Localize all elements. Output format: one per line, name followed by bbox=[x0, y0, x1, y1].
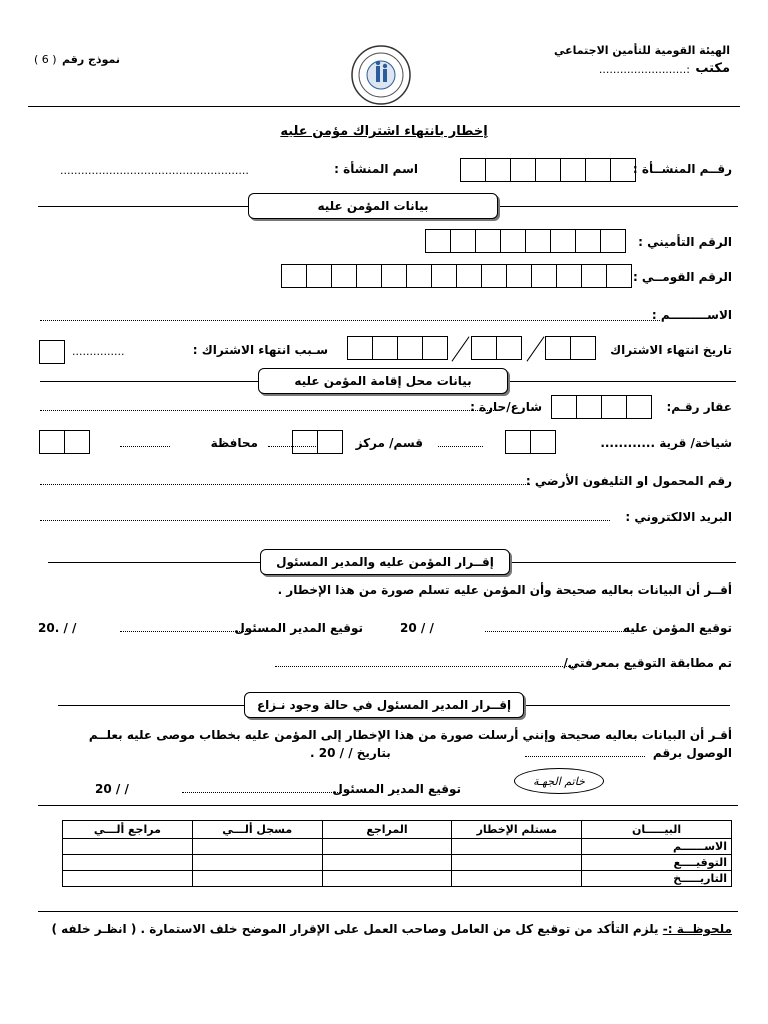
section-declaration-title: إقــرار المؤمن عليه والمدير المسئول bbox=[260, 549, 510, 575]
insured-name-label: الاســـــــــم : bbox=[651, 308, 732, 322]
district-extra-dots[interactable] bbox=[268, 446, 318, 447]
insured-signature-field[interactable] bbox=[485, 631, 630, 632]
end-date-month-boxes[interactable] bbox=[472, 336, 522, 360]
property-number-boxes[interactable] bbox=[552, 395, 652, 419]
table-cell[interactable] bbox=[452, 855, 582, 871]
end-date-year-boxes[interactable] bbox=[348, 336, 448, 360]
page-title bbox=[0, 124, 768, 139]
village-boxes[interactable] bbox=[506, 430, 556, 454]
end-reason-label: سـبب انتهاء الاشتراك : bbox=[192, 343, 328, 357]
manager-signature-field[interactable] bbox=[120, 631, 260, 632]
table-cell[interactable] bbox=[452, 839, 582, 855]
section-dispute-title: إقــرار المدير المسئول في حالة وجود نـزاع bbox=[244, 692, 524, 718]
insured-name-field[interactable] bbox=[40, 320, 660, 321]
section-insured-title: بيانات المؤمن عليه bbox=[248, 193, 498, 219]
table-row bbox=[63, 839, 732, 855]
processing-table bbox=[62, 820, 732, 887]
governorate-label: محافظة bbox=[210, 436, 258, 450]
facility-number-boxes[interactable] bbox=[461, 158, 636, 182]
signature-match-label: تم مطابقة التوقيع بمعرفتي/ bbox=[563, 656, 732, 670]
note-label: ملحوظــة :- bbox=[662, 922, 732, 936]
table-cell[interactable] bbox=[63, 839, 193, 855]
organization-logo bbox=[350, 44, 412, 106]
table-cell[interactable] bbox=[63, 855, 193, 871]
district-boxes[interactable] bbox=[293, 430, 343, 454]
email-label: البريد الالكتروني : bbox=[625, 510, 732, 524]
insurance-number-boxes[interactable] bbox=[426, 229, 626, 253]
note bbox=[51, 922, 732, 936]
table-header-row bbox=[63, 821, 732, 839]
phone-label: رقم المحمول او التليفون الأرضي : bbox=[525, 474, 732, 488]
facility-name-label: اسم المنشأة : bbox=[334, 162, 418, 176]
street-field[interactable] bbox=[40, 410, 500, 411]
manager-signature-label: توقيع المدير المسئول bbox=[234, 621, 363, 635]
section-address-title: بيانات محل إقامة المؤمن عليه bbox=[258, 368, 508, 394]
office-label: مكتب bbox=[695, 61, 730, 76]
street-label: شارع/حارة : bbox=[470, 400, 542, 414]
phone-field[interactable] bbox=[40, 484, 530, 485]
table-header-auto-reviewer: مراجع ألـــي bbox=[63, 821, 193, 839]
table-cell[interactable] bbox=[322, 871, 452, 887]
date-separator-1 bbox=[526, 336, 544, 361]
village-label: شياخة/ قرية ............ bbox=[600, 436, 732, 450]
email-field[interactable] bbox=[40, 520, 610, 521]
district-dots[interactable] bbox=[438, 446, 483, 447]
org-name: الهيئة القومية للتأمين الاجتماعي bbox=[554, 44, 730, 57]
insured-signature-label: توقيع المؤمن عليه bbox=[622, 621, 732, 635]
facility-number-label: رقــم المنشــأة : bbox=[632, 162, 732, 176]
facility-name-dots[interactable]: ...................................................... bbox=[60, 164, 249, 177]
end-reason-box[interactable] bbox=[40, 340, 65, 364]
date-separator-2 bbox=[451, 336, 469, 361]
office-dots: :......................... bbox=[598, 63, 690, 76]
governorate-boxes[interactable] bbox=[40, 430, 90, 454]
note-divider bbox=[38, 911, 738, 912]
dispute-statement-1: أقـر أن البيانات بعاليه صحيحة وإنني أرسلت صورة من هذا الإخطار إلى المؤمن عليه بخطاب موصى عليه بعلــم bbox=[88, 728, 732, 742]
stamp-label: خاتم الجهـة bbox=[533, 774, 585, 788]
table-row bbox=[63, 855, 732, 871]
registered-letter-number-field[interactable] bbox=[525, 756, 645, 757]
table-row bbox=[63, 871, 732, 887]
table-cell[interactable] bbox=[322, 839, 452, 855]
governorate-dots[interactable] bbox=[120, 446, 170, 447]
header-divider bbox=[28, 106, 740, 107]
table-header-receiver: مستلم الإخطار bbox=[452, 821, 582, 839]
form-label: نموذج رقم bbox=[62, 53, 120, 66]
signature-match-field[interactable] bbox=[275, 666, 575, 667]
district-label: قسم/ مركز bbox=[355, 436, 423, 450]
declaration-date-2: / / .20 bbox=[38, 621, 77, 635]
table-cell[interactable] bbox=[322, 855, 452, 871]
table-header-reviewer: المراجع bbox=[322, 821, 452, 839]
table-row-label-date: التاريـــــخ bbox=[582, 871, 732, 887]
dispute-manager-signature-label: توقيع المدير المسئول bbox=[332, 782, 461, 796]
declaration-date-1: / / 20 bbox=[400, 621, 434, 635]
declaration-statement: أقــر أن البيانات بعاليه صحيحة وأن المؤمن عليه تسلم صورة من هذا الإخطار . bbox=[277, 583, 732, 597]
table-header-auto-recorder: مسجل ألـــي bbox=[192, 821, 322, 839]
table-row-label-signature: التوقيــــع bbox=[582, 855, 732, 871]
table-row-label-name: الاســــــم bbox=[582, 839, 732, 855]
note-text: يلزم التأكد من توقيع كل من العامل وصاحب العمل على الإقرار الموضح خلف الاستمارة . ( انظـر خلفه ) bbox=[51, 922, 659, 936]
national-id-label: الرقم القومــي : bbox=[632, 270, 732, 284]
insurance-number-label: الرقم التأميني : bbox=[638, 235, 732, 249]
form-number: ( 6 ) bbox=[34, 53, 57, 66]
table-top-divider bbox=[38, 805, 738, 806]
dispute-statement-2: الوصول برقم bbox=[652, 746, 732, 760]
table-cell[interactable] bbox=[63, 871, 193, 887]
dispute-manager-date: / / 20 bbox=[95, 782, 129, 796]
table-cell[interactable] bbox=[192, 839, 322, 855]
page-title-text: إخطار بانتهاء اشتراك مؤمن عليه bbox=[280, 124, 488, 139]
dispute-date: بتاريخ / / 20 . bbox=[310, 746, 391, 760]
table-cell[interactable] bbox=[192, 855, 322, 871]
table-cell[interactable] bbox=[192, 871, 322, 887]
table-cell[interactable] bbox=[452, 871, 582, 887]
end-date-label: تاريخ انتهاء الاشتراك bbox=[610, 343, 732, 357]
end-reason-dots[interactable]: ............... bbox=[72, 345, 125, 358]
dispute-manager-signature-field[interactable] bbox=[182, 792, 342, 793]
national-id-boxes[interactable] bbox=[282, 264, 632, 288]
end-date-day-boxes[interactable] bbox=[546, 336, 596, 360]
table-header-item: البيـــــان bbox=[582, 821, 732, 839]
stamp-oval bbox=[514, 768, 604, 794]
property-number-label: عقار رقـم: bbox=[666, 400, 732, 414]
